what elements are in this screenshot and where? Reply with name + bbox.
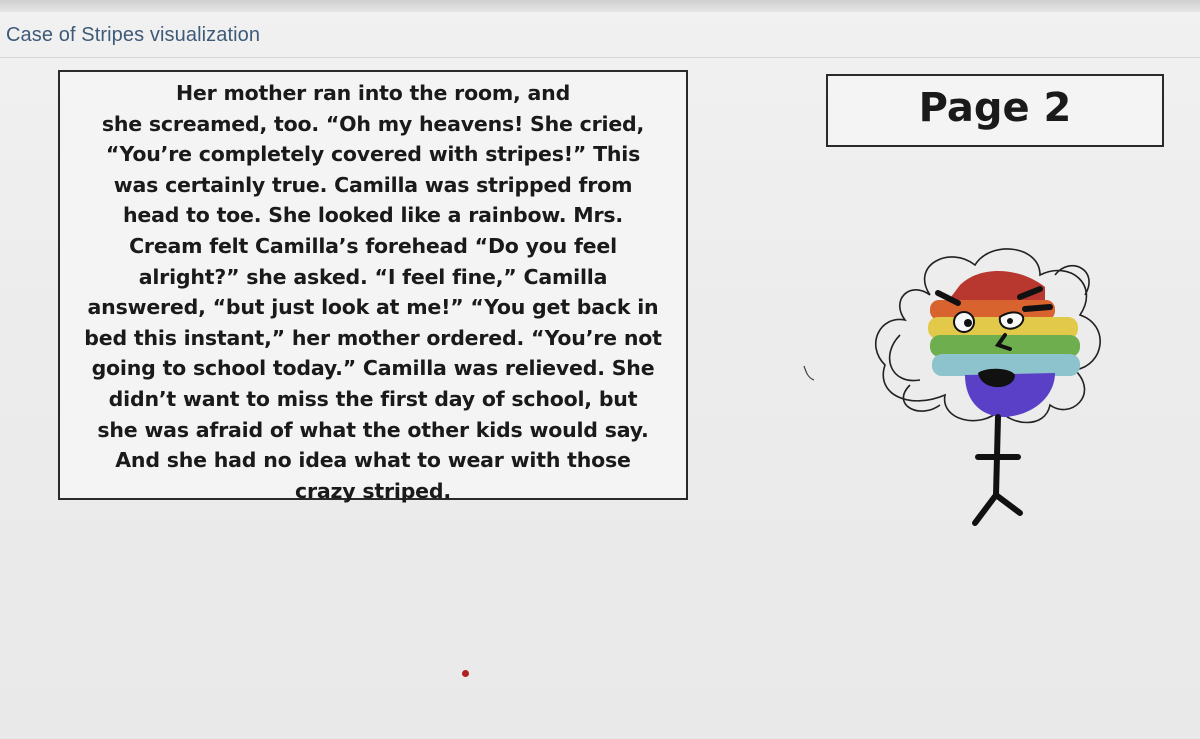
story-line: head to toe. She looked like a rainbow. Mrs. <box>123 203 623 228</box>
page-label-box[interactable] <box>826 74 1164 147</box>
story-line: was certainly true. Camilla was stripped from <box>113 172 633 197</box>
story-line: didn’t want to miss the first day of school, but <box>108 386 638 411</box>
story-line: she was afraid of what the other kids would say. <box>97 417 649 442</box>
rainbow-stripes <box>928 271 1080 417</box>
story-line: going to school today.” Camilla was relieved. She <box>91 356 655 381</box>
story-line: bed this instant,” her mother ordered. “You’re not <box>84 325 662 350</box>
rainbow-striped-girl-drawing-icon[interactable] <box>870 245 1110 535</box>
red-dot-marker <box>462 670 469 677</box>
story-line: Her mother ran into the room, and <box>175 81 571 105</box>
browser-top-strip <box>0 0 1200 12</box>
story-line: And she had no idea what to wear with those <box>115 448 631 473</box>
app-title: Case of Stripes visualization <box>6 24 261 46</box>
story-line: alright?” she asked. “I feel fine,” Camilla <box>138 264 608 289</box>
story-line: answered, “but just look at me!” “You get back in <box>87 295 659 320</box>
stray-pen-mark-icon <box>800 362 820 384</box>
story-line: Cream felt Camilla’s forehead “Do you feel <box>129 233 617 258</box>
page-label: Page 2 <box>918 84 1072 131</box>
title-divider <box>0 57 1200 58</box>
story-line: crazy striped. <box>295 478 451 503</box>
story-text-box[interactable] <box>58 70 688 503</box>
stick-body <box>975 417 1020 523</box>
story-line: “You’re completely covered with stripes!” This <box>105 142 641 167</box>
story-line: she screamed, too. “Oh my heavens! She cried, <box>101 111 645 136</box>
